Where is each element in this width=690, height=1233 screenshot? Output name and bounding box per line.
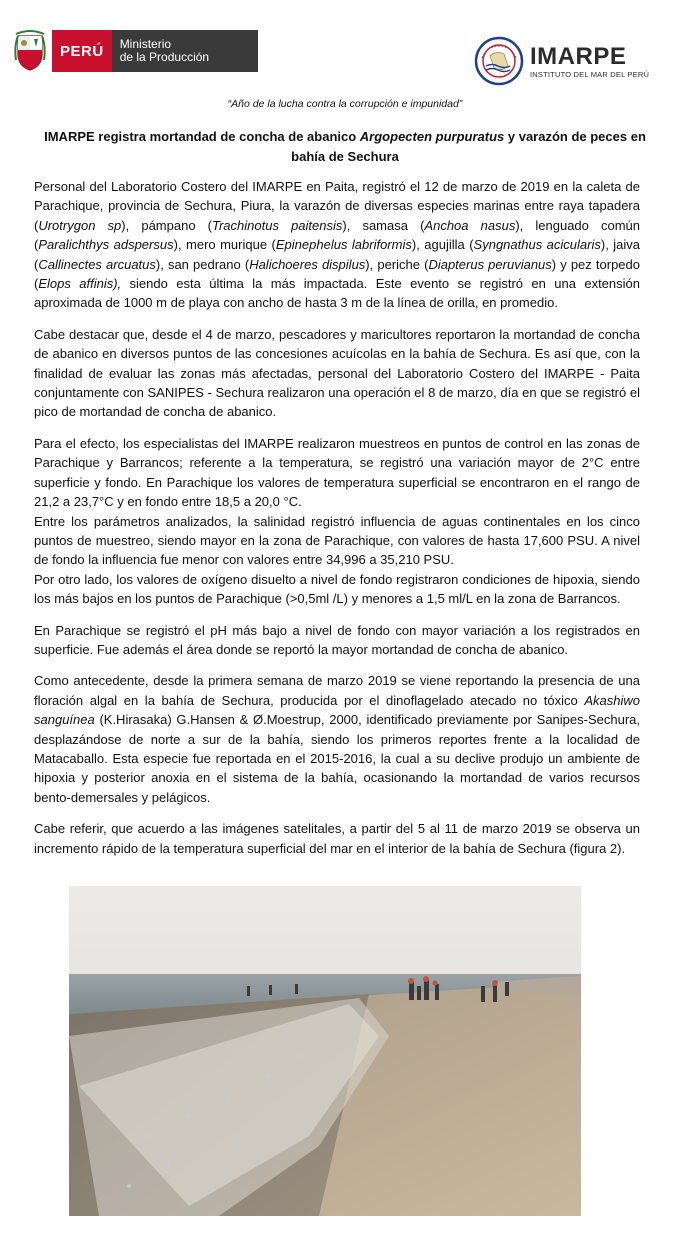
species-name: Epinephelus labriformis <box>275 237 412 253</box>
paragraph-5: Por otro lado, los valores de oxígeno disuelto a nivel de fondo registraron condiciones de hipoxia, siendo los más bajos en los puntos de Parachique (>0,5ml /L) y menores a 1,5 ml/L en la zona de Barrancos. <box>34 571 640 607</box>
species-name: Paralichthys adspersus <box>38 237 174 253</box>
ministry-line2: de la Producción <box>119 50 210 64</box>
species-name: Akashiwo sanguínea <box>34 692 640 728</box>
imarpe-emblem-icon <box>474 36 524 86</box>
text-run: ), mero murique ( <box>173 237 276 253</box>
species-name: Halichoeres dispilus <box>249 256 366 272</box>
species-name: Urotrygon sp <box>38 217 122 233</box>
ministry-line1: Ministerio <box>119 37 172 51</box>
imarpe-logo <box>474 36 649 86</box>
species-name: Trachinotus paitensis <box>212 217 343 233</box>
paragraph-7 <box>34 671 640 807</box>
document-body <box>34 177 640 870</box>
text-run: ), san pedrano ( <box>155 256 250 272</box>
document-title <box>40 127 650 167</box>
text-run: Como antecedente, desde la primera semana de marzo 2019 se viene reportando la presencia de una floración algal en la bahía de Sechura, producida por el dinoflagelado atecado no tóxico <box>34 673 640 708</box>
species-name: Anchoa nasus <box>424 217 516 233</box>
text-run: ) y pez torpedo ( <box>34 256 640 292</box>
title-part2: y varazón de peces en bahía de Sechura <box>291 129 646 164</box>
text-run: ), pámpano ( <box>121 217 212 233</box>
beach-dead-fish-photo <box>69 886 581 1216</box>
paragraph-2: Cabe destacar que, desde el 4 de marzo, pescadores y maricultores reportaron la mortandad de concha de abanico en diversos puntos de las concesiones acuícolas en la bahía de Sechura. Es así que, con la finalidad de evaluar las zonas más afectadas, personal del Laboratorio Costero del IMARPE - Paita conjuntamente con SANIPES - Sechura realizaron una operación el 8 de marzo, día en que se registró el pico de mortandad de concha de abanico. <box>34 326 640 420</box>
text-run: ), samasa ( <box>342 217 425 233</box>
text-run: ), agujilla ( <box>411 237 474 253</box>
peru-label: PERÚ <box>52 30 112 72</box>
paragraph-1 <box>34 177 640 313</box>
title-species: Argopecten purpuratus <box>359 129 505 144</box>
text-run: ), jaiva ( <box>34 237 641 272</box>
paragraph-3: Para el efecto, los especialistas del IMARPE realizaron muestreos en puntos de control en las zonas de Parachique y Barrancos; referente a la temperatura, se registró una variación mayor de 2°C entre superficie y fondo. En Parachique los valores de temperatura superficial se encontraron en el rango de 21,2 a 23,7°C y en fondo entre 18,5 a 20,0 °C. <box>34 435 640 510</box>
title-part1: IMARPE registra mortandad de concha de abanico <box>44 129 360 144</box>
paragraph-6: En Parachique se registró el pH más bajo a nivel de fondo con mayor variación a los registrados en superficie. Fue además el área donde se reportó la mayor mortandad de concha de abanico. <box>34 622 640 657</box>
text-run: siendo esta última la más impactada. Este evento se registró en una extensión aproximada de 1000 m de playa con ancho de hasta 3 m de la línea de orilla, en promedio. <box>34 276 640 311</box>
species-name: Diapterus peruvianus <box>428 256 552 272</box>
imarpe-subtitle: INSTITUTO DEL MAR DEL PERÚ <box>530 69 650 79</box>
government-logo <box>14 30 258 72</box>
species-name: Callinectes arcuatus <box>38 256 156 272</box>
paragraph-4: Entre los parámetros analizados, la salinidad registró influencia de aguas continentales en los cinco puntos de muestreo, siendo mayor en la zona de Parachique, con valores de hasta 17,600 PSU. A nivel de fondo la influencia fue menor con valores entre 34,996 a 35,210 PSU. <box>34 513 640 568</box>
text-run: ), periche ( <box>365 256 429 272</box>
text-run: ), lenguado común ( <box>34 217 641 253</box>
peru-coat-of-arms-icon <box>14 30 46 72</box>
official-year-motto: “Año de la lucha contra la corrupción e impunidad” <box>227 98 463 110</box>
text-run: Personal del Laboratorio Costero del IMARPE en Paita, registró el 12 de marzo de 2019 en la caleta de Parachique, provincia de Sechura, Piura, la varazón de diversas especies marinas entre raya tapadera ( <box>34 179 640 233</box>
imarpe-name: IMARPE <box>530 42 627 70</box>
paragraph-8: Cabe referir, que acuerdo a las imágenes satelitales, a partir del 5 al 11 de marzo 2019 se observa un incremento rápido de la temperatura superficial del mar en el interior de la bahía de Sechura (figura 2). <box>34 821 640 856</box>
text-run: (K.Hirasaka) G.Hansen & Ø.Moestrup, 2000, identificado previamente por Sanipes-Sechura, desplazándose de norte a sur de la bahía, siendo los primeros reportes frente a la localidad de Matacaballo. Esta especie fue reportada en el 2015-2016, la cual a su declive produjo un ambiente de hipoxia y posterior anoxia en el sistema de la bahía, ocasionando la mortandad de varios recursos bento-demersales y pelágicos. <box>34 712 640 805</box>
page-header <box>0 0 690 95</box>
species-name: Syngnathus acicularis <box>473 237 601 253</box>
ministry-label <box>112 30 258 72</box>
species-name: Elops affinis), <box>38 276 122 292</box>
